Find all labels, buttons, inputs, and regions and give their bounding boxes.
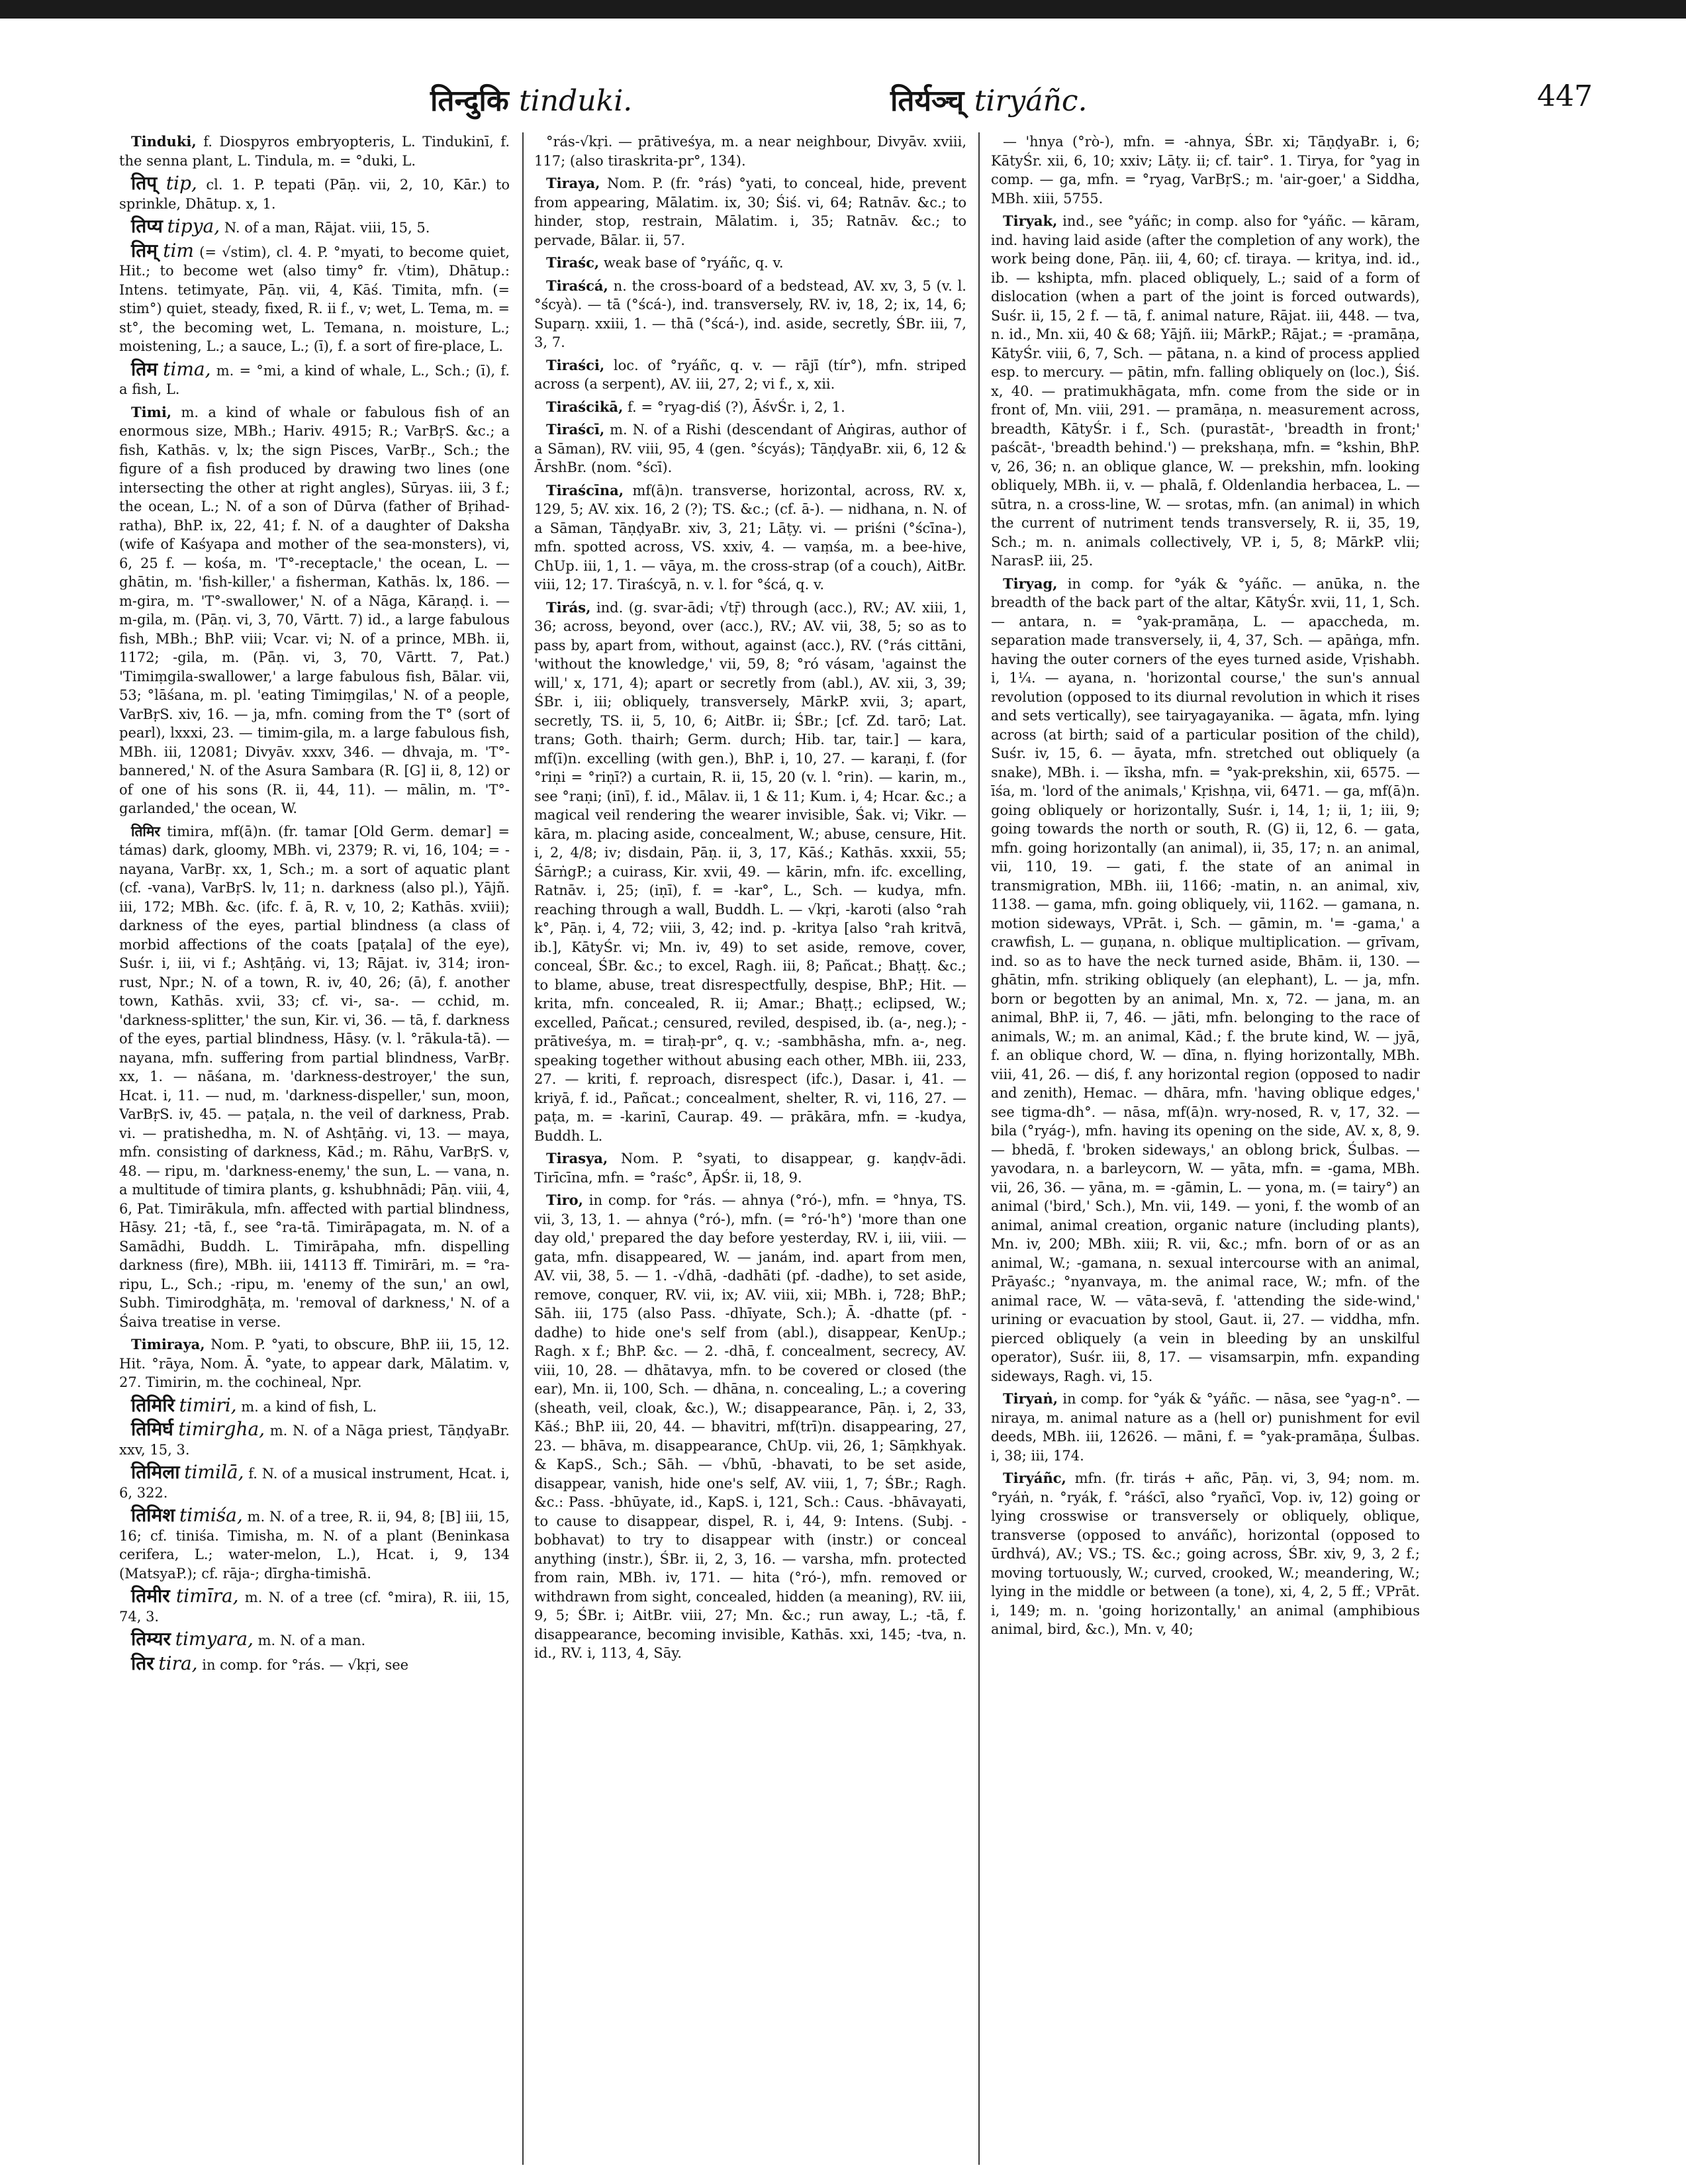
entry-text: m. N. of a Rishi (descendant of Aṅgiras, author of a Sāman), RV. viii, 95, 4 (gen. °ścyás); TāṇḍyaBr. xii, 6, 12 & ĀrshBr. (nom. °ścī). <box>534 422 966 475</box>
entry-headword: Tiraścī, <box>546 421 605 438</box>
entry-text: Nom. P. °syati, to disappear, g. kaṇḍv-ādi. Tirīcīna, mfn. = °raśc°, ĀpŚr. ii, 18, 9. <box>534 1151 966 1186</box>
dictionary-entry <box>119 403 510 818</box>
entry-text: f. Diospyros embryopteris, L. Tindukinī, f. the senna plant, L. Tindula, m. = °duki, L. <box>119 134 510 169</box>
entry-transliteration: tira, <box>158 1652 198 1674</box>
center-head-devanagari: तिर्यञ्च् <box>890 84 964 118</box>
dictionary-entry <box>534 174 966 250</box>
entry-headword: Tiraścikā, <box>546 398 624 415</box>
entry-text: f. N. of a musical instrument, Hcat. i, 6, 322. <box>119 1466 510 1501</box>
entry-text: m. N. of a Nāga priest, TāṇḍyaBr. xxv, 15, 3. <box>119 1423 510 1458</box>
entry-headword: Tiryag, <box>1003 575 1058 592</box>
entry-headword: Tirasya, <box>546 1150 608 1166</box>
entry-transliteration: timiri, <box>179 1394 237 1416</box>
dictionary-entry <box>991 1469 1420 1639</box>
entry-text: mf(ā)n. transverse, horizontal, across, RV. x, 129, 5; AV. xix. 16, 2 (?); TS. &c.; (cf. ā-). — nidhana, n. N. of a Sāman, TāṇḍyaBr. xiv, 3, 21; Lāṭy. vi. — priśni (°ścīna-), mfn. spotted across, VS. xxiv, 4. — vaṃśa, m. a bee-hive, ChUp. iii, 1, 1. — vāya, m. the cross-strap (of a couch), AitBr. viii, 12; 17. Tiraścyā, n. v. l. for °ścá, q. v. <box>534 482 966 593</box>
dictionary-entry <box>534 254 966 273</box>
entry-headword: तिमिरि <box>131 1394 175 1416</box>
dictionary-entry <box>119 217 510 238</box>
entry-headword: Tiryáñc, <box>1003 1470 1066 1486</box>
entry-headword: Tiraścīna, <box>546 481 624 499</box>
dictionary-entry <box>534 598 966 1146</box>
left-running-head <box>430 79 632 119</box>
entry-headword: Tiraścá, <box>546 277 608 294</box>
column-rule-1 <box>522 132 524 2165</box>
dictionary-entry <box>119 1587 510 1626</box>
entry-headword: तिर <box>131 1652 154 1674</box>
dictionary-entry <box>119 174 510 213</box>
entry-text: in comp. for °yák & °yáñc. — nāsa, see °yag-n°. — niraya, m. animal nature as a (hell or) punishment for evil deeds, MBh. iii, 12626. — māni, f. = °yak-pramāṇa, Śulbas. i, 38; iii, 174. <box>991 1391 1420 1464</box>
entry-headword: तिम <box>131 357 158 380</box>
entry-text: m. N. of a tree, R. ii, 94, 8; [B] iii, 15, 16; cf. tiniśa. Timisha, m. N. of a plant (Beninkasa cerifera, L.; water-melon, L.), Hcat. i, 9, 134 (MatsyaP.); cf. rāja-; dīrgha-timishā. <box>119 1509 510 1582</box>
column-rule-2 <box>978 132 980 2165</box>
dictionary-entry <box>119 239 510 356</box>
top-edge-bar <box>0 0 1686 19</box>
entry-text: m. a kind of whale or fabulous fish of an enormous size, MBh.; Hariv. 4915; R.; VarBṛS. &c.; a fish, Kathās. v, lx; the sign Pisces, VarBṛ., Sch.; the figure of a fish produced by drawing two lines (one intersecting the other at right angles), Sūryas. iii, 3 f.; the ocean, L.; N. of a son of Dūrva (father of Bṛihad-ratha), BhP. ix, 22, 41; f. N. of a daughter of Daksha (wife of Kaśyapa and mother of the sea-monsters), vi, 6, 25 f. — kośa, m. 'T°-receptacle,' the ocean, L. — ghātin, m. 'fish-killer,' a fisherman, Kathās. lx, 186. — m-gira, m. 'T°-swallower,' N. of a Nāga, Kāraṇḍ. i. — m-gila, m. (Pāṇ. vi, 3, 70, Vārtt. 7) id., a large fabulous fish, MBh.; BhP. viii; Vcar. vi; N. of a prince, MBh. ii, 1172; -gila, m. (Pāṇ. vi, 3, 70, Vārtt. 7, Pat.) 'Timiṃgila-swallower,' a large fabulous fish, Bālar. vii, 53; °lāśana, m. pl. 'eating Timiṃgilas,' N. of a people, VarBṛS. xiv, 16. — ja, mfn. coming from the T° (sort of pearl), lxxxi, 23. — timim-gila, m. a large fabulous fish, MBh. iii, 12081; Divyāv. xxxv, 346. — dhvaja, m. 'T°-bannered,' N. of the Asura Sambara (R. [G] ii, 8, 12) or of one of his sons (R. ii, 44, 11). — mālin, m. 'T°-garlanded,' the ocean, W. <box>119 404 510 816</box>
entry-headword: Tiraści, <box>546 356 605 373</box>
dictionary-entry <box>991 212 1420 571</box>
entry-headword: तिप् <box>131 172 158 194</box>
entry-text: f. = °ryag-diś (?), ĀśvŚr. i, 2, 1. <box>628 399 845 415</box>
entry-headword: Tiryak, <box>1003 213 1058 229</box>
entry-text: m. a kind of fish, L. <box>241 1398 377 1415</box>
dictionary-entry <box>119 1396 510 1417</box>
left-head-translit: tinduki. <box>518 84 633 118</box>
dictionary-entry <box>534 132 966 170</box>
dictionary-entry <box>991 1390 1420 1465</box>
left-head-devanagari: तिन्दुकि <box>430 84 509 118</box>
dictionary-entry <box>534 1149 966 1187</box>
entry-text: loc. of °ryáñc, q. v. — rājī (tír°), mfn. striped across (a serpent), AV. iii, 27, 2; vi f., x, xii. <box>534 357 966 392</box>
dictionary-entry <box>119 1654 510 1675</box>
dictionary-entry <box>119 1506 510 1583</box>
entry-transliteration: tipya, <box>167 215 220 237</box>
dictionary-entry <box>534 277 966 352</box>
dictionary-entry <box>119 1463 510 1502</box>
entry-transliteration: tim <box>163 239 194 261</box>
entry-text: in comp. for °rás. — √kṛi, see <box>202 1656 409 1673</box>
entry-text: m. N. of a man. <box>258 1633 366 1648</box>
entry-text: weak base of °ryáñc, q. v. <box>603 255 784 271</box>
entry-text: m. = °mi, a kind of whale, L., Sch.; (ī), f. a fish, L. <box>119 362 510 397</box>
center-running-head <box>890 79 1088 119</box>
entry-text: (= √stim), cl. 4. P. °myati, to become quiet, Hit.; to become wet (also timy° fr. √tim), Dhātup.: Intens. tetimyate, Pāṇ. vii, 4, Kāś. Timita, mfn. (= stim°) quiet, steady, fixed, R. ii f., v; wet, L. Tema, m. = st°, the becoming wet, L. Temana, n. moisture, L.; moistening, L.; a sauce, L.; (ī), f. a sort of fire-place, L. <box>119 244 510 354</box>
entry-headword: Tiraya, <box>546 175 600 191</box>
entry-text: — 'hnya (°rò-), mfn. = -ahnya, ŚBr. xi; TāṇḍyaBr. i, 6; KātyŚr. xii, 6, 10; xxiv; Lāṭy. ii; cf. tair°. 1. Tirya, for °yag in comp. — ga, mfn. = °ryag, VarBṛS.; m. 'air-goer,' a Siddha, MBh. xiii, 5755. <box>991 134 1420 207</box>
page-header <box>0 79 1686 126</box>
entry-text: ind. (g. svar-ādi; √tṝ) through (acc.), RV.; AV. xiii, 1, 36; across, beyond, over (acc.), RV.; AV. vii, 38, 5; so as to pass by, apart from, without, against (acc.), RV. (°rás cittāni, 'without the knowledge,' vii, 59, 8; °ró vásam, 'against the will,' x, 171, 4); apart or secretly from (abl.), AV. xii, 3, 39; ŚBr. i, iii; obliquely, transversely, MārkP. xvii, 3; apart, secretly, TS. ii, 5, 10, 6; AitBr. ii; ŚBr.; [cf. Zd. tarō; Lat. trans; Goth. thairh; Germ. durch; Hib. tar, tair.] — kara, mf(ī)n. excelling (with gen.), BhP. i, 10, 27. — karaṇi, f. (for °riṇi = °riṇī?) a curtain, R. ii, 15, 20 (v. l. °rin). — karin, m., see °raṇi; (inī), f. id., Mālav. ii, 1 & 11; Kum. i, 4; Hcar. &c.; a magical veil rendering the wearer invisible, Śak. vi; Vikr. — kāra, m. placing aside, concealment, W.; abuse, censure, Hit. i, 2, 4/8; iv; disdain, Pāṇ. ii, 3, 17, Kāś.; Kathās. xxxii, 55; ŚārṅgP.; a cuirass, Kir. xvii, 49. — kārin, mfn. ifc. excelling, Ratnāv. i, 25; (iṇī), f. = -kar°, L., Sch. — kudya, mfn. reaching through a wall, Buddh. L. — √kṛi, -karoti (also °rah k°, Pāṇ. i, 4, 72; viii, 3, 42; ind. p. -kritya [also °rah kritvā, ib.], KātyŚr. vi; Mn. iv, 49) to set aside, remove, cover, conceal, ŚBr. &c.; to excel, Ragh. iii, 8; Pañcat.; Bhaṭṭ. &c.; to blame, abuse, treat disrespectfully, despise, BhP.; Hit. — krita, mfn. concealed, R. ii; Amar.; Bhaṭṭ.; eclipsed, W.; excelled, Pañcat.; censured, reviled, despised, ib. (a-, neg.); -prātiveśya, m. = tiraḥ-pr°, q. v.; -sambhāsha, mfn. a-, neg. speaking together without abusing each other, MBh. iii, 233, 27. — kriti, f. reproach, disrespect (ifc.), Dasar. i, 41. — kriyā, f. id., Pañcat.; concealment, shelter, R. vi, 116, 27. — paṭa, m. = -karinī, Caurap. 49. — prākāra, mfn. = -kudya, Buddh. L. <box>534 599 966 1144</box>
dictionary-entry <box>991 575 1420 1386</box>
entry-text: Nom. P. °yati, to obscure, BhP. iii, 15, 12. Hit. °rāya, Nom. Ā. °yate, to appear dark, Mālatim. v, 27. Timirin, m. the cochineal, Npr. <box>119 1337 510 1390</box>
entry-text: m. N. of a tree (cf. °mira), R. iii, 15, 74, 3. <box>119 1590 510 1625</box>
dictionary-entry <box>119 132 510 170</box>
entry-headword: Tinduki, <box>131 133 197 150</box>
entry-headword: तिम्यर <box>131 1628 171 1650</box>
entry-headword: तिमिर्घ <box>131 1418 173 1440</box>
entry-text: n. the cross-board of a bedstead, AV. xv, 3, 5 (v. l. °ścyà). — tā (°ścá-), ind. transversely, RV. iv, 18, 2; ix, 14, 6; Suparṇ. xxiii, 1. — thā (°ścá-), ind. aside, secretly, ŚBr. iii, 7, 3, 7. <box>534 277 966 350</box>
dictionary-entry <box>119 357 510 399</box>
entry-text: mfn. (fr. tirás + añc, Pāṇ. vi, 3, 94; nom. m. °ryáṅ, n. °ryák, f. °ráścī, also °ryañcī, Vop. iv, 12) going or lying crosswise or transversely or obliquely, oblique, transverse (opposed to anváñc), horizontal (opposed to ūrdhvá), AV.; VS.; TS. &c.; going across, ŚBr. xiv, 9, 3, 2 f.; moving tortuously, W.; curved, crooked, W.; meandering, W.; lying in the middle or between (a tone), xi, 4, 2, 5 ff.; VPrāt. i, 149; m. n. 'going horizontally,' an animal (amphibious animal, bird, &c.), Mn. v, 40; <box>991 1470 1420 1637</box>
dictionary-entry <box>534 1191 966 1663</box>
entry-transliteration: tima, <box>163 357 211 380</box>
entry-headword: तिप्य <box>131 215 163 237</box>
dictionary-column-3 <box>991 132 1420 2171</box>
entry-text: cl. 1. P. tepati (Pāṇ. vii, 2, 10, Kār.) to sprinkle, Dhātup. x, 1. <box>119 177 510 212</box>
entry-headword: तिमिला <box>131 1461 180 1483</box>
dictionary-entry <box>534 420 966 477</box>
dictionary-entry <box>534 481 966 594</box>
entry-headword: Tiraśc, <box>546 254 600 271</box>
entry-headword: तिम् <box>131 239 158 261</box>
entry-transliteration: timirgha, <box>178 1418 265 1440</box>
entry-text: °rás-√kṛi. — prātiveśya, m. a near neighbour, Divyāv. xviii, 117; (also tiraskrita-pr°, 134). <box>534 134 966 169</box>
entry-transliteration: tip, <box>165 172 197 194</box>
entry-transliteration: timilā, <box>184 1461 244 1483</box>
dictionary-entry <box>119 1420 510 1459</box>
dictionary-entry <box>119 822 510 1332</box>
dictionary-entry <box>991 132 1420 208</box>
entry-headword: तिमिश <box>131 1504 175 1526</box>
entry-headword: तिमिर <box>131 822 160 839</box>
dictionary-entry <box>119 1630 510 1650</box>
dictionary-column-1 <box>119 132 510 2171</box>
entry-transliteration: timira, <box>167 823 214 839</box>
entry-headword: Timi, <box>131 403 172 420</box>
entry-transliteration: timīra, <box>175 1585 239 1607</box>
entry-headword: तिमीर <box>131 1585 170 1607</box>
center-head-translit: tiryáñc. <box>974 84 1088 118</box>
entry-headword: Tirás, <box>546 598 591 616</box>
page-number: 447 <box>1537 79 1593 113</box>
entry-transliteration: timyara, <box>175 1628 254 1650</box>
dictionary-entry <box>534 356 966 394</box>
entry-text: Nom. P. (fr. °rás) °yati, to conceal, hide, prevent from appearing, Mālatim. ix, 30; Śiś. vi, 64; Ratnāv. &c.; to hinder, stop, restrain, Mālatim. i, 35; Ratnāv. &c.; to pervade, Bālar. ii, 57. <box>534 175 966 248</box>
entry-text: mf(ā)n. (fr. tamar [Old Germ. demar] = támas) dark, gloomy, MBh. vi, 2379; R. vi, 16, 104; = -nayana, VarBṛ. xx, 1, Sch.; m. a sort of aquatic plant (cf. -vana), VarBṛS. lv, 11; n. darkness (also pl.), Yājñ. iii, 172; MBh. &c. (ifc. f. ā, R. v, 10, 2; Kathās. xviii); darkness of the eyes, partial blindness (a class of morbid affections of the coats [paṭala] of the eye), Suśr. i, iii, vi f.; Ashṭāṅg. vi, 13; Rājat. iv, 314; iron-rust, Npr.; N. of a town, R. iv, 40, 26; (ā), f. another town, Kathās. xvii, 33; cf. vi-, sa-. — cchid, m. 'darkness-splitter,' the sun, Kir. vi, 36. — tā, f. darkness of the eyes, partial blindness, Hāsy. (v. l. °rākula-tā). — nayana, mfn. suffering from partial blindness, VarBṛ. xx, 1. — nāśana, m. 'darkness-destroyer,' the sun, Hcat. i, 11. — nud, m. 'darkness-dispeller,' sun, moon, VarBṛS. iv, 45. — paṭala, n. the veil of darkness, Prab. vi. — pratishedha, m. N. of Ashṭāṅg. vi, 13. — maya, mfn. consisting of darkness, Kād.; m. Rāhu, VarBṛS. v, 48. — ripu, m. 'darkness-enemy,' the sun, L. — vana, n. a multitude of timira plants, g. kshubhnādi; Pāṇ. viii, 4, 6, Pat. Timirākula, mfn. affected with partial blindness, Hāsy. 21; -tā, f., see °ra-tā. Timirāpagata, m. N. of a Samādhi, Buddh. L. Timirāpaha, mfn. dispelling darkness (fire), MBh. iii, 14113 ff. Timirāri, m. = °ra-ripu, L., Sch.; -ripu, m. 'enemy of the sun,' an owl, Subh. Timirodghāṭa, m. 'removal of darkness,' N. of a Śaiva treatise in verse. <box>119 823 510 1330</box>
entry-text: in comp. for °yák & °yáñc. — anūka, n. the breadth of the back part of the altar, KātyŚr. xvii, 11, 1, Sch. — antara, n. = °yak-pramāṇa, L. — apaccheda, m. separation made transversely, ii, 4, 37, Sch. — apāṅga, mfn. having the outer corners of the eyes turned aside, Vṛishabh. i, 1¼. — ayana, n. 'horizontal course,' the sun's annual revolution (opposed to its diurnal revolution in which it rises and sets vertically), see tairyagayanika. — āgata, mfn. lying across (at birth; said of a particular position of the child), Suśr. iv, 15, 6. — āyata, mfn. stretched out obliquely (a snake), MBh. i. — īksha, mfn. = °yak-prekshin, xii, 6575. — īśa, m. 'lord of the animals,' Kṛishṇa, vii, 6471. — ga, mf(ā)n. going obliquely or horizontally, Suśr. i, 14, 1; ii, 1; iii, 9; going towards the north or south, R. (G) ii, 12, 6. — gata, mfn. going horizontally (an animal), ii, 35, 17; n. an animal, vii, 110, 19. — gati, f. the state of an animal in transmigration, MBh. iii, 1166; -matin, n. an animal, xiv, 1138. — gama, mfn. going obliquely, vii, 1162. — gamana, n. motion sideways, VPrāt. i, Sch. — gāmin, m. '= -gama,' a crawfish, L. — guṇana, n. oblique multiplication. — grīvam, ind. so as to have the neck turned aside, Bhām. ii, 130. — ghātin, mfn. striking obliquely (an elephant), L. — ja, mfn. born or begotten by an animal, Mn. x, 72. — jana, m. an animal, BhP. ii, 7, 46. — jāti, mfn. belonging to the race of animals, W.; m. an animal, Kād.; f. the brute kind, W. — jyā, f. an oblique chord, W. — dīna, n. flying horizontally, MBh. viii, 41, 26. — diś, f. any horizontal region (opposed to nadir and zenith), Hemac. — dhāra, mfn. 'having oblique edges,' see tigma-dh°. — nāsa, mf(ā)n. wry-nosed, R. v, 17, 32. — bila (°ryág-), mfn. having its opening on the side, AV. x, 8, 9. — bhedā, f. 'broken sideways,' an oblong brick, Śulbas. — yavodara, n. a barleycorn, W. — yāta, mfn. = -gama, MBh. vii, 26, 36. — yāna, m. = -gāmin, L. — yona, m. (= tairy°) an animal ('bird,' Sch.), Mn. vii, 149. — yoni, f. the womb of an animal, animal creation, organic nature (including plants), Mn. iv, 200; MBh. xiii; R. vii, &c.; mfn. born of or as an animal, W.; -gamana, n. sexual intercourse with an animal, Prāyaśc.; °nyanvaya, m. the animal race, W.; mfn. of the animal race, W. — vāta-sevā, f. 'attending the side-wind,' urining or evacuation by stool, Gaut. ii, 27. — viddha, mfn. pierced obliquely (a vein in bleeding by an unskilful operator), Suśr. iii, 8, 17. — visamsarpin, mfn. expanding sideways, Ragh. vi, 15. <box>991 575 1420 1384</box>
entry-text: N. of a man, Rājat. viii, 15, 5. <box>224 220 430 236</box>
entry-text: ind., see °yáñc; in comp. also for °yáñc. — kāram, ind. having laid aside (after the completion of any work), the work being done, Pāṇ. iii, 4, 60; cf. tiraya. — kritya, ind. id., ib. — kshipta, mfn. placed obliquely, L.; said of a form of dislocation (when a part of the joint is forced outwards), Suśr. ii, 15, 2 f. — tā, f. animal nature, Rājat. iii, 448. — tva, n. id., Mn. xii, 40 & 68; Yājñ. iii; MārkP.; Rājat.; = -pramāṇa, KātyŚr. viii, 6, 7, Sch. — pātana, n. a kind of process applied esp. to mercury. — pātin, mfn. falling obliquely on (loc.), Śiś. x, 40. — pratimukhāgata, mfn. come from the side or in front of, Mn. viii, 291. — pramāṇa, n. measurement across, breadth, KātyŚr. i f., Sch. (purastāt-, 'breadth in front;' paścāt-, 'breadth behind.') — prekshaṇa, mfn. = °kshin, BhP. v, 26, 36; n. an oblique glance, W. — prekshin, mfn. looking obliquely, MBh. ii, v. — phalā, f. Oldenlandia herbacea, L. — sūtra, n. a cross-line, W. — srotas, mfn. (an animal) in which the current of nutriment tends transversely, R. ii, 35, 19, Sch.; m. n. animals collectively, VP. i, 5, 8; MārkP. vlii; NarasP. iii, 25. <box>991 213 1420 569</box>
entry-headword: Timiraya, <box>131 1336 205 1353</box>
dictionary-entry <box>534 398 966 417</box>
entry-transliteration: timiśa, <box>179 1504 243 1526</box>
dictionary-column-2 <box>534 132 966 2171</box>
entry-headword: Tiro, <box>546 1192 583 1208</box>
entry-text: in comp. for °rás. — ahnya (°ró-), mfn. = °hnya, TS. vii, 3, 13, 1. — ahnya (°ró-), mfn. (= °ró-'h°) 'more than one day old,' prepared the day before yesterday, RV. i, iii, viii. — gata, mfn. disappeared, W. — janám, ind. apart from men, AV. vii, 38, 5. — 1. -√dhā, -dadhāti (pf. -dadhe), to set aside, remove, conquer, RV. vii, ix; AV. viii, xii; MBh. i, 728; BhP.; Sāh. iii, 175 (also Pass. -dhīyate, Sch.); Ā. -dhatte (pf. -dadhe) to hide one's self from (abl.), disappear, KenUp.; Ragh. x f.; BhP. &c. — 2. -dhā, f. concealment, secrecy, AV. viii, 10, 28. — dhātavya, mfn. to be covered or closed (the ear), Mn. ii, 100, Sch. — dhāna, n. concealing, L.; a covering (sheath, veil, cloak, &c.), W.; disappearance, Pāṇ. i, 2, 33, Kāś.; BhP. iii, 20, 44. — bhavitri, mf(trī)n. disappearing, 27, 23. — bhāva, m. disappearance, ChUp. vii, 26, 1; Sāṃkhyak. & KapS., Sch.; Sāh. — √bhū, -bhavati, to be set aside, disappear, vanish, hide one's self, AV. viii, 1, 7; ŚBr.; Ragh. &c.: Pass. -bhūyate, id., KapS. i, 121, Sch.: Caus. -bhāvayati, to cause to disappear, dispel, R. i, 44, 9: Intens. (Subj. -bobhavat) to try to disappear with (instr.) or conceal anything (instr.), ŚBr. ii, 2, 3, 16. — varsha, mfn. protected from rain, MBh. iv, 171. — hita (°ró-), mfn. removed or withdrawn from sight, concealed, hidden (a meaning), RV. iii, 9, 5; ŚBr. i; AitBr. viii, 27; Mn. &c.; run away, L.; -tā, f. disappearance, becoming invisible, Kathās. xxi, 145; -tva, n. id., RV. i, 113, 4, Sāy. <box>534 1192 966 1661</box>
entry-headword: Tiryaṅ, <box>1003 1390 1058 1407</box>
dictionary-entry <box>119 1335 510 1392</box>
